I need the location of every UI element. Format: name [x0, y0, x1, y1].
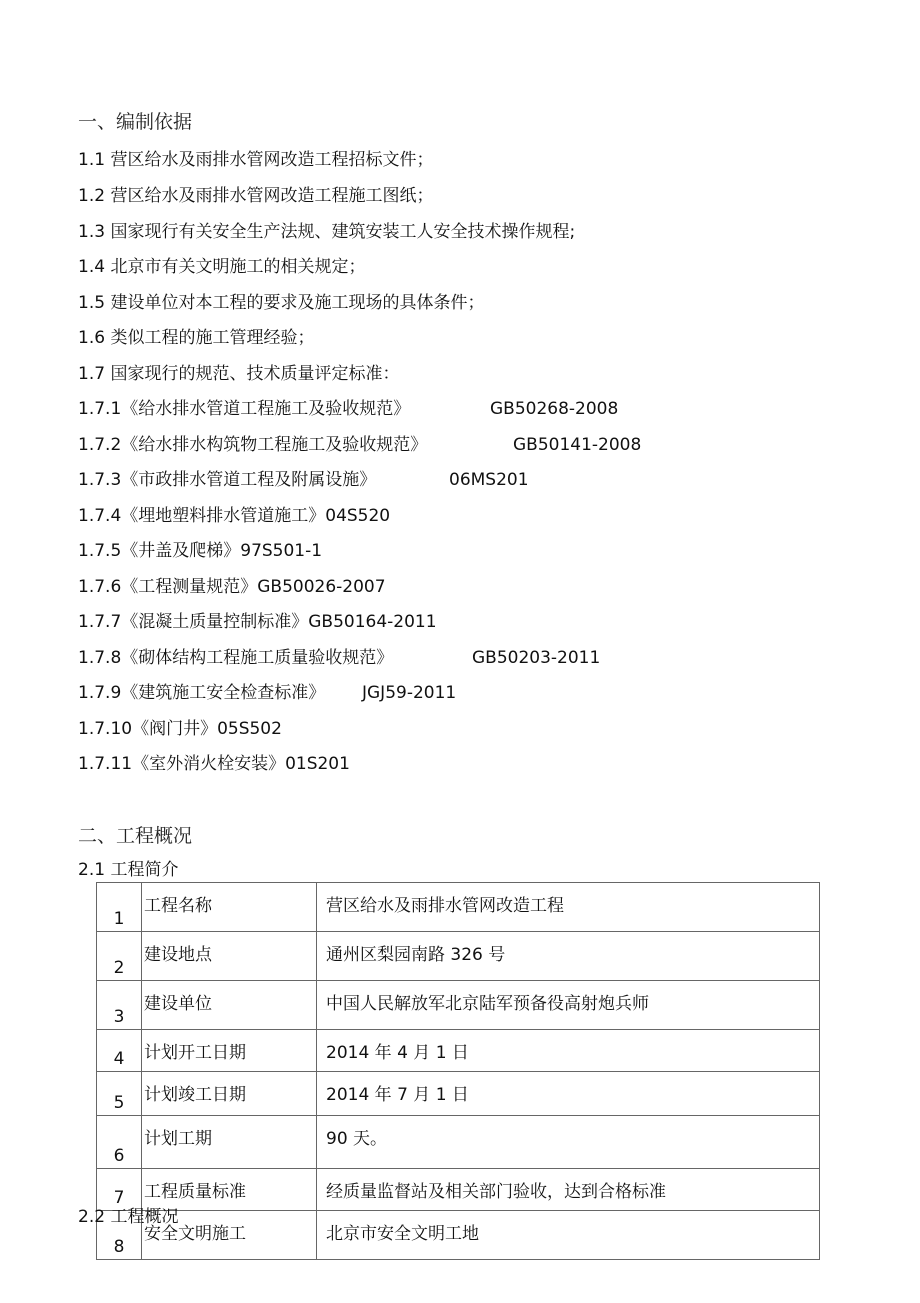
table-row [97, 932, 820, 981]
basis-item-1-7: 1.7 国家现行的规范、技术质量评定标准： [78, 364, 400, 384]
table-row [97, 981, 820, 1030]
standard-code-1-7-9: JGJ59-2011 [362, 683, 457, 703]
row-label: 建设单位 [142, 981, 317, 1030]
standard-item-1-7-5: 1.7.5《井盖及爬梯》97S501-1 [78, 541, 323, 561]
row-number: 6 [97, 1116, 142, 1169]
row-value: 通州区梨园南路 326 号 [317, 932, 820, 981]
standard-item-1-7-8: 1.7.8《砌体结构工程施工质量验收规范》 [78, 648, 394, 668]
table-row [97, 1169, 820, 1211]
table-row [97, 1211, 820, 1260]
row-number: 2 [97, 932, 142, 981]
basis-item-1-2: 1.2 营区给水及雨排水管网改造工程施工图纸； [78, 186, 434, 206]
standard-item-1-7-3: 1.7.3《市政排水管道工程及附属设施》 [78, 470, 377, 490]
row-label: 建设地点 [142, 932, 317, 981]
table-row [97, 1116, 820, 1169]
standard-code-1-7-1: GB50268-2008 [490, 399, 619, 419]
subsection-2-2-title: 2.2 工程概况 [78, 1207, 179, 1227]
standard-code-1-7-3: 06MS201 [449, 470, 529, 490]
row-value: 中国人民解放军北京陆军预备役高射炮兵师 [317, 981, 820, 1030]
table-row [97, 883, 820, 932]
row-number: 4 [97, 1030, 142, 1072]
row-label: 计划工期 [142, 1116, 317, 1169]
standard-item-1-7-1: 1.7.1《给水排水管道工程施工及验收规范》 [78, 399, 411, 419]
row-label: 工程名称 [142, 883, 317, 932]
standard-item-1-7-4: 1.7.4《埋地塑料排水管道施工》04S520 [78, 506, 391, 526]
project-overview-table [96, 882, 820, 1260]
basis-item-1-5: 1.5 建设单位对本工程的要求及施工现场的具体条件； [78, 293, 485, 313]
basis-item-1-6: 1.6 类似工程的施工管理经验； [78, 328, 315, 348]
standard-code-1-7-2: GB50141-2008 [513, 435, 642, 455]
row-value: 90 天。 [317, 1116, 820, 1169]
row-label: 计划竣工日期 [142, 1072, 317, 1116]
row-number: 3 [97, 981, 142, 1030]
standard-item-1-7-9: 1.7.9《建筑施工安全检查标准》 [78, 683, 326, 703]
row-value: 营区给水及雨排水管网改造工程 [317, 883, 820, 932]
row-label: 安全文明施工 [142, 1211, 317, 1260]
section-2-heading: 二、工程概况 [78, 825, 193, 847]
section-1-heading: 一、编制依据 [78, 111, 193, 133]
row-number: 8 [97, 1211, 142, 1260]
row-number: 1 [97, 883, 142, 932]
row-number: 7 [97, 1169, 142, 1211]
row-number: 5 [97, 1072, 142, 1116]
row-value: 2014 年 4 月 1 日 [317, 1030, 820, 1072]
table-row [97, 1030, 820, 1072]
row-value: 北京市安全文明工地 [317, 1211, 820, 1260]
standard-item-1-7-6: 1.7.6《工程测量规范》GB50026-2007 [78, 577, 386, 597]
table-row [97, 1072, 820, 1116]
basis-item-1-4: 1.4 北京市有关文明施工的相关规定； [78, 257, 366, 277]
standard-item-1-7-7: 1.7.7《混凝土质量控制标准》GB50164-2011 [78, 612, 437, 632]
standard-item-1-7-11: 1.7.11《室外消火栓安装》01S201 [78, 754, 350, 774]
standard-code-1-7-8: GB50203-2011 [472, 648, 601, 668]
row-value: 2014 年 7 月 1 日 [317, 1072, 820, 1116]
row-label: 计划开工日期 [142, 1030, 317, 1072]
standard-item-1-7-2: 1.7.2《给水排水构筑物工程施工及验收规范》 [78, 435, 428, 455]
row-value: 经质量监督站及相关部门验收，达到合格标准 [317, 1169, 820, 1211]
standard-item-1-7-10: 1.7.10《阀门井》05S502 [78, 719, 282, 739]
basis-item-1-3: 1.3 国家现行有关安全生产法规、建筑安装工人安全技术操作规程; [78, 222, 576, 242]
subsection-2-1-title: 2.1 工程简介 [78, 860, 179, 880]
row-label: 工程质量标准 [142, 1169, 317, 1211]
basis-item-1-1: 1.1 营区给水及雨排水管网改造工程招标文件； [78, 150, 434, 170]
